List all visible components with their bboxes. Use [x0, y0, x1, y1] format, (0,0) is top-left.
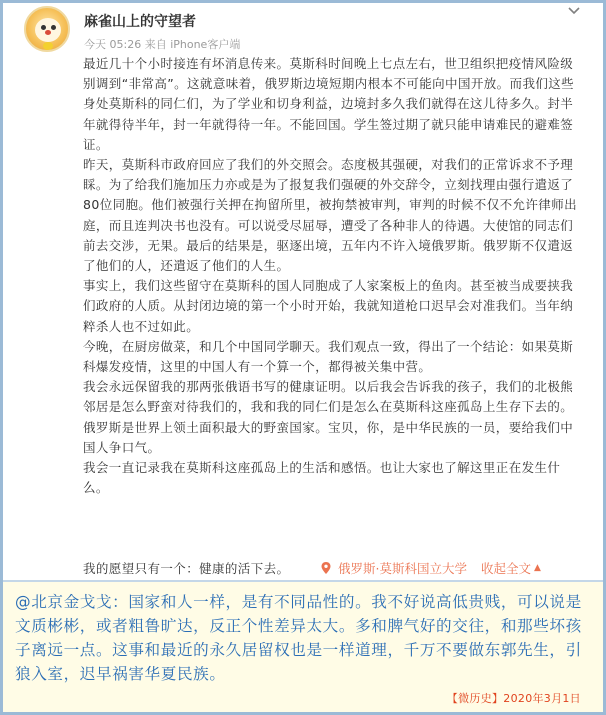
chevron-down-icon[interactable] — [566, 4, 582, 18]
commentary-text: @北京金戈戈：国家和人一样，是有不同品性的。我不好说高低贵贱，可以说是文质彬彬，或者粗鲁旷达，反正个性差异太大。多和脾气好的交往，和那些坏孩子离远一点。这事和最近的永久居留权也是一样道理，千万不要做东郭先生，引狼入室，迟早祸害华夏民族。 — [15, 593, 582, 683]
avatar-eye-left — [41, 25, 46, 30]
avatar[interactable] — [24, 6, 70, 52]
source-credit: 【微历史】2020年3月1日 — [446, 692, 581, 705]
post-paragraph: 今晚，在厨房做菜，和几个中国同学聊天。我们观点一致，得出了一个结论：如果莫斯科爆发疫情，这里的中国人有一个算一个，都得被关集中营。 — [83, 338, 574, 375]
post-body — [83, 54, 586, 498]
username[interactable]: 麻雀山上的守望者 — [84, 14, 196, 30]
collapse-arrow-icon[interactable]: ▲ — [534, 563, 541, 573]
post-meta: 今天 05:26 来自 iPhone客户端 — [84, 38, 241, 51]
avatar-nose — [45, 30, 51, 35]
avatar-eye-right — [51, 25, 56, 30]
post-paragraph: 最近几十个小时接连有坏消息传来。莫斯科时间晚上七点左右，世卫组织把疫情风险级别调到“非常高”。这就意味着，俄罗斯边境短期内根本不可能向中国开放。而我们这些身处莫斯科的同仁们，为了学业和切身利益，边境封多久我们就得在这儿待多久。封半年就得待半年，封一年就得待一年。不能回国。学生签过期了就只能申请难民的避难签证。 — [83, 56, 575, 152]
post-paragraph: 事实上，我们这些留守在莫斯科的国人同胞成了人家案板上的鱼肉。甚至被当成要挟我们政府的人质。从封闭边境的第一个小时开始，我就知道枪口迟早会对准我们。当年纳粹杀人也不过如此。 — [83, 278, 574, 334]
avatar-bell — [43, 42, 53, 50]
post-paragraph: 昨天，莫斯科市政府回应了我们的外交照会。态度极其强硬，对我们的正常诉求不予理睬。为了给我们施加压力亦或是为了报复我们强硬的外交辞令，立刻找理由强行遣返了80位同胞。他们被强行关押在拘留所里，被拘禁被审判，审判的时候不仅不允许律师出庭，而且连判决书也没有。可以说受尽屈辱，遭受了各种非人的待遇。大使馆的同志们前去交涉，无果。最后的结果是，驱逐出境，五年内不许入境俄罗斯。俄罗斯不仅遣返了他们的人，还遣返了他们的人生。 — [83, 157, 578, 274]
post-paragraph: 我会永远保留我的那两张俄语书写的健康证明。以后我会告诉我的孩子，我们的北极熊邻居是怎么野蛮对待我们的，我和我的同仁们是怎么在莫斯科这座孤岛上生存下去的。俄罗斯是世界上领土面积最大的野蛮国家。宝贝，你，是中华民族的一员，要给我们中国人争口气。 — [83, 379, 574, 455]
closing-line: 我的愿望只有一个：健康的活下去。 — [83, 561, 290, 576]
location-pin-icon — [320, 561, 332, 575]
commentary-box — [3, 580, 603, 712]
location-tag[interactable] — [320, 559, 541, 577]
collapse-link[interactable]: 收起全文 — [480, 561, 531, 576]
post-paragraph: 我会一直记录我在莫斯科这座孤岛上的生活和感悟。也让大家也了解这里正在发生什么。 — [83, 460, 561, 496]
location-city[interactable]: 俄罗斯·莫斯科国立大学 — [338, 561, 467, 576]
